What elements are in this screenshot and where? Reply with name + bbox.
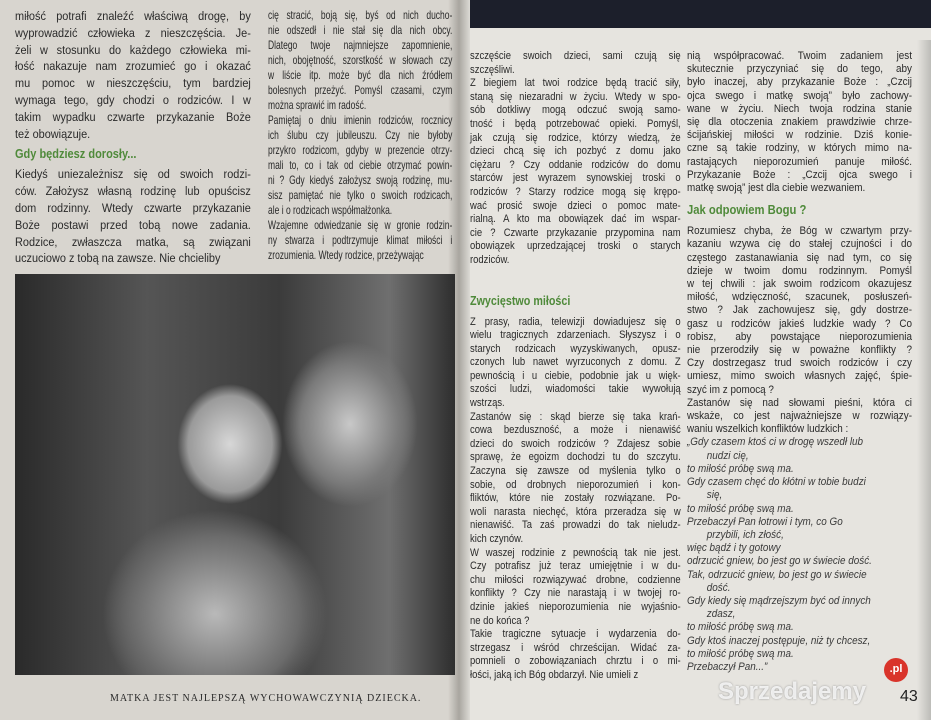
text-line: bolesnych przeżyć. Pomyśl czasami, czym	[268, 83, 453, 97]
text-line: ojca swego i matkę swoją” było zachowy-	[687, 89, 912, 102]
text-line: Czy potrafisz już teraz umiejętnie i w du-	[470, 560, 681, 573]
text-line: ścijańskiej miłości w rodzinie. Dziś konie-	[687, 129, 912, 142]
paragraph	[470, 316, 681, 411]
text-line: Pamiętaj o dniu imienin rodziców, rocznicy	[268, 113, 453, 127]
text-line: ni ? Gdy kiedyś założysz swoją rodzinę, mu-	[268, 173, 453, 187]
text-line: skutecznie przyczyniać się do tego, aby	[687, 63, 912, 76]
text-line: mu pomoc w nieszczęściu, tym bardziej	[15, 76, 251, 91]
text-line: ny stwarza i podtrzymuje klimat miłości i	[268, 233, 453, 247]
text-line: Dlatego twoje najmniejsze zapomnienie,	[268, 38, 453, 52]
text-line: to miłość próbę swą ma.	[687, 621, 794, 634]
text-line: pewnością i u ciebie, podobnie jak u więk-	[470, 369, 681, 382]
text-line: łości, jaką ich Bóg obdarzył. Nie umieli z	[470, 668, 639, 681]
paragraph	[470, 411, 681, 547]
text-line: nie odszedł i nie stał się dla nich obcy.	[268, 23, 453, 37]
text-line: waniu wszelkich konfliktów ludzkich :	[687, 423, 849, 436]
section-heading: Zwycięstwo miłości	[470, 293, 571, 308]
page-number: 43	[900, 688, 918, 705]
text-line: dość.	[706, 581, 731, 594]
text-line: pomnieli o zobowiązaniach chrztu i o mi-	[470, 655, 681, 668]
text-line: nie przerodziły się w poważne konflikty ?	[687, 344, 912, 357]
section-heading: Gdy będziesz dorosły...	[15, 147, 137, 162]
text-line: umiesz, mimo swoich własnych zajęć, śpie-	[687, 370, 912, 383]
text-line: „Gdy czasem ktoś ci w drogę wszedł lub	[687, 436, 864, 449]
text-line: nią współpracować. Twoim zadaniem jest	[687, 50, 912, 62]
text-line: Wzajemne odwiedzanie się w gronie rodzin-	[268, 218, 453, 232]
text-line: Gdy kiedy się mądrzejszym być od innych	[687, 594, 871, 607]
text-line: tność i będą potrzebować opieki. Pomyśl,	[470, 117, 681, 130]
spacer	[470, 268, 681, 286]
text-line: Zaczyna się zawsze od myślenia tylko o	[470, 465, 681, 478]
text-line: było inaczej, aby przykazanie Boże : „Czcij	[687, 76, 912, 89]
text-line: przykro rodzicom, gdyby w prezencie otrzy-	[268, 143, 453, 157]
text-line: wskaże, co jest najważniejsze w rozwiązy-	[687, 410, 912, 423]
text-line: Przebaczył Pan...”	[687, 660, 768, 673]
text-line: uczuciowo z tobą na zawsze. Nie chcieliby	[15, 251, 221, 266]
text-line: ców. Założysz własną rodzinę lub opuścisz	[15, 184, 251, 199]
text-line: czne są takie rodziny, w których mimo na-	[687, 142, 912, 155]
text-line: stwo ? Jak zachowujesz się, gdy dostrze-	[687, 304, 912, 317]
right-column-1	[470, 50, 681, 683]
paragraph	[470, 547, 681, 629]
text-line: ne do końca ?	[470, 614, 530, 627]
text-line: miłość potrafi znaleźć właściwą drogę, by	[15, 9, 251, 23]
mother-and-child-photo	[15, 274, 455, 675]
text-line: kich czynów.	[470, 533, 524, 545]
text-line: łość nakazuje nam zrozumieć go i okazać	[15, 59, 251, 74]
paragraph	[687, 225, 912, 397]
text-line: staną się niezaradni w życiu. Wtedy w spo-	[470, 90, 681, 103]
text-line: w liście itp. może być dla nich źródłem	[268, 68, 453, 82]
text-line: dzieci chcą się ich pozbyć z domu jako	[470, 145, 681, 158]
text-line: kazaniu wzywa cię do stałej czujności i do	[687, 238, 912, 251]
text-line: woli narasta niechęć, która przeradza się w	[470, 505, 681, 518]
text-line: cię stracić, boją się, byś od nich ducho-	[268, 8, 453, 22]
text-line: ich ślubu czy jubileuszu. Czy nie byłoby	[268, 128, 453, 142]
text-line: starców jest wyrazem synowskiej troski o	[470, 172, 681, 185]
text-line: miłość, wdzięczność, szacunek, posłuszeń-	[687, 291, 912, 304]
text-line: zrozumienia. Wtedy rodzice, przeżywając	[268, 248, 424, 262]
text-line: jak czują się rodzice, którzy wiedzą, że	[470, 131, 681, 144]
text-line: to miłość próbę swą ma.	[687, 462, 794, 475]
text-line: Boże postawi przed tobą nowe zadania.	[15, 217, 251, 232]
text-line: dzieje w twoim domu rodzinnym. Pomyśl	[687, 264, 912, 277]
text-line: rastających nieporozumień panuje miłość.	[687, 155, 912, 168]
text-line: Tak, odrzucić gniew, bo jest go w świecie	[687, 568, 867, 581]
text-line: Gdy czasem chęć do kłótni w tobie budzi	[687, 476, 866, 489]
text-line: strzegasz i wśród chrześcijan. Widać za-	[470, 641, 681, 654]
text-line: matkę swoją” jest dla ciebie wezwaniem.	[687, 182, 866, 195]
text-line: szczęście swoich dzieci, sami czują się	[470, 50, 681, 62]
text-line: Przykazanie Boże : „Czcij ojca swego i	[687, 168, 912, 181]
text-line: sisz pamiętać nie tylko o swoich rodzicach,	[268, 188, 453, 202]
text-line: częstego zastanawiania się nad tym, co się	[687, 251, 912, 264]
text-line: szyć im z pomocą ?	[687, 383, 774, 396]
song-lyrics	[687, 436, 912, 674]
text-line: szczęśliwi.	[470, 63, 515, 76]
text-line: wać prosić swoje dzieci o pomoc mate-	[470, 199, 681, 212]
text-line: mali to, co i tak od ciebie otrzymać powin-	[268, 158, 453, 172]
text-line: nudzi cię,	[706, 449, 749, 462]
photo-caption: MATKA JEST NAJLEPSZĄ WYCHOWAWCZYNIĄ DZIECKA.	[110, 693, 422, 704]
text-line: Takie tragiczne sytuacje i wydarzenia do-	[470, 628, 681, 641]
text-line: Rodzice, zwłaszcza matka, są związani	[15, 234, 251, 249]
text-line: nienawiść. Ta zaś prowadzi do tak nieludz-	[470, 519, 681, 532]
text-line: obowiązek uprzedzającej troski o starych	[470, 240, 681, 253]
text-line: gasz u rodziców jakieś ludzkie wady ? Co	[687, 317, 912, 330]
text-line: robisz, aby powstające nieporozumienia	[687, 330, 912, 343]
text-line: szości ludzi, wiadomości takie wywołują	[470, 383, 681, 396]
paragraph	[470, 77, 681, 267]
text-line: Rozumiesz chyba, że Bóg w czwartym przy-	[687, 225, 912, 238]
text-line: wielu tragicznych zdarzeniach. Słyszysz i o	[470, 329, 681, 342]
text-line: Zastanów się : skąd bierze się taka krań-	[470, 410, 681, 423]
text-line: nich, obojętność, szorstkość w słowach czy	[268, 53, 453, 67]
text-line: sób dotkliwy mogą odczuć swoją samo-	[470, 104, 681, 117]
text-line: rodziców.	[470, 253, 510, 266]
text-line: Kiedyś uniezależnisz się od swoich rodzi-	[15, 167, 251, 182]
paragraph	[15, 8, 251, 142]
right-column-2	[687, 50, 912, 674]
text-line: można sprawić im radość.	[268, 98, 367, 112]
text-line: przybili, ich złość,	[706, 528, 784, 541]
text-line: zdasz,	[706, 608, 736, 621]
text-line: cie ? Czwarte przykazanie przypomina nam	[470, 226, 681, 239]
text-line: Z prasy, radia, telewizji dowiadujesz się o	[470, 315, 681, 328]
text-line: Zastanów się nad słowami pieśni, która ci	[687, 396, 912, 409]
text-line: rodziców ? Starzy rodzice mogą się krępo-	[470, 185, 681, 198]
text-line: ale i o rodzicach współmałżonka.	[268, 203, 393, 217]
text-line: starych rodzicach wyzyskiwanych, opusz-	[470, 342, 681, 355]
paragraph	[687, 50, 912, 195]
text-line: rialną. A kto ma obowiązek dać im wspar-	[470, 213, 681, 226]
text-line: sobie, od drobnych nieporozumień i kon-	[470, 478, 681, 491]
paragraph	[687, 397, 912, 437]
text-line: w tej chwili : jak swoim rodzicom okazujesz	[687, 278, 912, 291]
text-line: W waszej rodzinie z pewnością tak nie jest.	[470, 546, 681, 559]
text-line: wymaga tego, gdy chodzi o rodziców. I w	[15, 92, 251, 107]
paragraph	[470, 628, 681, 682]
paragraph	[268, 8, 452, 113]
left-column-1	[15, 8, 251, 267]
watermark-badge: .pl	[884, 658, 908, 682]
text-line: dzinie jakieś nieporozumienia nie wyjaśnio-	[470, 600, 681, 613]
section-heading: Jak odpowiem Bogu ?	[687, 203, 807, 218]
text-line: dom rodzinny. Wtedy czwarte przykazanie	[15, 200, 251, 215]
paragraph	[268, 218, 452, 263]
paragraph	[470, 50, 681, 77]
text-line: wane w życiu. Niech twoja rodzina stanie	[687, 102, 912, 115]
text-line: to miłość próbę swą ma.	[687, 647, 794, 660]
text-line: wyprowadzić człowieka z nieszczęścia. Je-	[15, 25, 251, 40]
text-line: to miłość próbę swą ma.	[687, 502, 794, 515]
text-line: ciężaru ? Czy oddanie rodziców do domu	[470, 158, 681, 171]
text-line: czonych lub nawet wyrzuconych z domu. Z	[470, 356, 681, 369]
text-line: się,	[706, 489, 723, 502]
paragraph	[15, 166, 251, 267]
text-line: cowa bezduszność, a może i nienawiść	[470, 424, 681, 437]
text-line: Z biegiem lat twoi rodzice będą tracić siły,	[470, 77, 681, 90]
text-line: wstrząs.	[470, 397, 505, 410]
text-line: więc bądź i ty gotowy	[687, 542, 781, 555]
text-line: chu miłości rozwiązywać drobne, codzienne	[470, 573, 681, 586]
text-line: takim wypadku czwarte przykazanie Boże	[15, 109, 251, 124]
text-line: Przebaczył Pan łotrowi i tym, co Go	[687, 515, 843, 528]
text-line: sprawę, że egoizm dochodzi tu do szczytu.	[470, 451, 681, 464]
text-line: konflikty ? Czy nie narastają i w twojej ro-	[470, 587, 681, 600]
watermark-logo: Sprzedajemy	[718, 678, 867, 705]
paragraph	[268, 113, 452, 218]
text-line: Czy dostrzegasz trud swoich rodziców i czy	[687, 357, 912, 370]
left-column-2	[268, 8, 452, 263]
text-line: się dla otoczenia znakiem prawdziwie chrze-	[687, 116, 912, 129]
text-line: dzieci do swoich rodziców ? Zdajesz sobie	[470, 437, 681, 450]
page-edges	[917, 40, 931, 720]
text-line: Gdy ktoś inaczej postępuje, niż ty chcesz,	[687, 634, 871, 647]
text-line: odrzucić gniew, bo jest go w świecie dość.	[687, 555, 872, 568]
text-line: fliktów, które nie zostały rozwiązane. Po-	[470, 492, 681, 505]
text-line: też obowiązuje.	[15, 126, 91, 141]
text-line: żeli w stosunku do każdego człowieka mi-	[15, 42, 251, 57]
